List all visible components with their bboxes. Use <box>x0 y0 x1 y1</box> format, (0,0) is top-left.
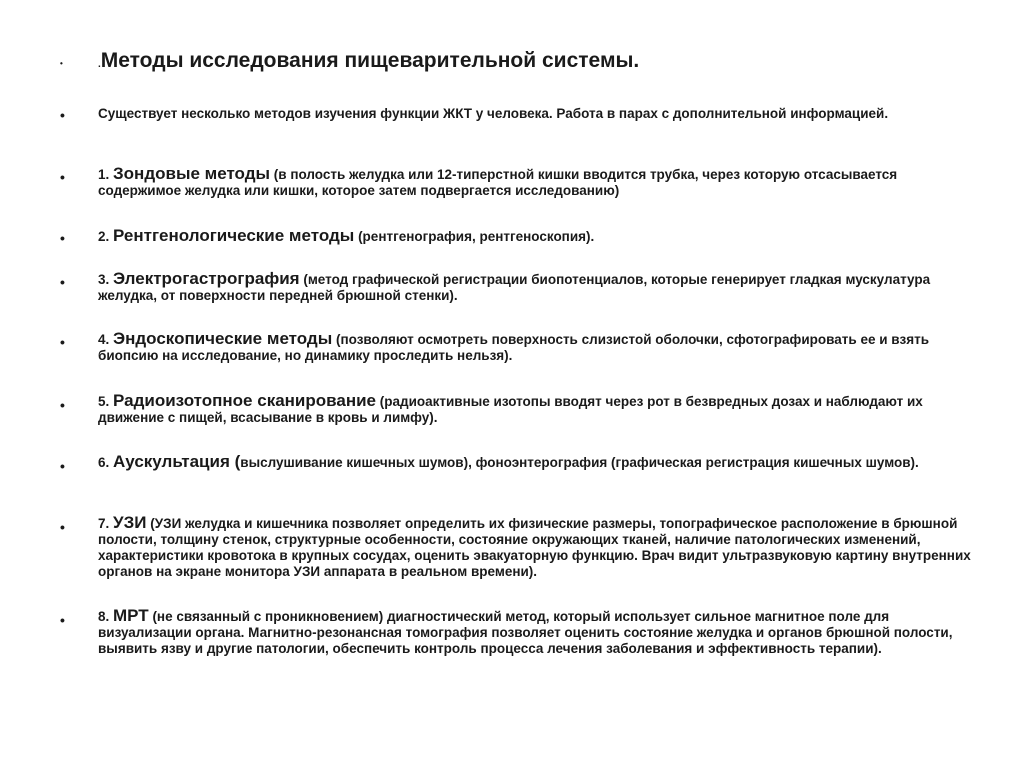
list-item-ultrasound <box>98 515 978 580</box>
item-bullet: • <box>60 169 65 185</box>
item-number: 5. <box>98 394 114 409</box>
item-heading: Электрогастрография <box>113 269 300 288</box>
title-text: Методы исследования пищеварительной системы. <box>100 49 640 72</box>
page-title <box>98 48 639 78</box>
item-number: 1. <box>98 167 114 182</box>
item-number: 2. <box>98 229 114 244</box>
item-bullet: • <box>60 612 65 628</box>
item-body: (рентгенография, рентгеноскопия). <box>354 229 595 244</box>
item-heading: Радиоизотопное сканирование <box>113 391 376 410</box>
item-heading: УЗИ <box>113 513 147 532</box>
item-heading: МРТ <box>113 606 149 625</box>
item-body: (не связанный с проникновением) диагностический метод, который использует сильное магнитное поле для визуализации органа. Магнитно-резонансная томография позволяет оценить состояние желудка и органов брюшной полости, выявить язву и другие патологии, обеспечить контроль процесса лечения заболевания и эффективность терапии). <box>98 609 953 656</box>
list-item-xray-methods <box>98 228 978 245</box>
item-heading: Эндоскопические методы <box>113 329 333 348</box>
list-item-auscultation <box>98 454 978 471</box>
list-item-mri <box>98 608 978 657</box>
intro-paragraph: Существует несколько методов изучения функции ЖКТ у человека. Работа в парах с дополнительной информацией. <box>98 106 889 121</box>
list-item-electrogastrography <box>98 271 978 304</box>
item-heading: Зондовые методы <box>113 164 271 183</box>
item-bullet: • <box>60 274 65 290</box>
item-body: (в полость желудка или 12-типерстной кишки вводится трубка, через которую отсасывается содержимое желудка или кишки, которое затем подвергается исследованию) <box>98 167 898 198</box>
item-heading: Рентгенологические методы <box>113 226 355 245</box>
item-number: 7. <box>98 516 114 531</box>
item-body: (метод графической регистрации биопотенциалов, которые генерирует гладкая мускулатура желудка, от поверхности передней брюшной стенки). <box>98 272 931 303</box>
item-number: 4. <box>98 332 114 347</box>
title-bullet: • <box>60 59 63 68</box>
intro-bullet: • <box>60 107 65 123</box>
list-item-probe-methods <box>98 166 978 199</box>
item-number: 6. <box>98 455 114 470</box>
item-body: (радиоактивные изотопы вводят через рот в безвредных дозах и наблюдают их движение с пищей, всасывание в кровь и лимфу). <box>98 394 923 425</box>
item-bullet: • <box>60 334 65 350</box>
list-item-endoscopy <box>98 331 978 364</box>
item-bullet: • <box>60 397 65 413</box>
item-body: (позволяют осмотреть поверхность слизистой оболочки, сфотографировать ее и взять биопсию на исследование, но динамику проследить нельзя). <box>98 332 930 363</box>
item-bullet: • <box>60 230 65 246</box>
title-prefix: . <box>98 59 101 70</box>
item-body: (УЗИ желудка и кишечника позволяет определить их физические размеры, топографическое расположение в брюшной полости, толщину стенок, структурные особенности, состояние окружающих тканей, наличие патологических изменений, характеристики кровотока в крупных сосудах, оценить эвакуаторную функцию. Врач видит ультразвуковую картину внутренних органов на экране монитора УЗИ аппарата в реальном времени). <box>98 516 971 579</box>
item-number: 3. <box>98 272 114 287</box>
item-body: выслушивание кишечных шумов), фоноэнтерография (графическая регистрация кишечных шумов). <box>240 455 919 470</box>
item-number: 8. <box>98 609 114 624</box>
list-item-radioisotope <box>98 393 978 426</box>
item-bullet: • <box>60 519 65 535</box>
item-heading: Аускультация ( <box>113 452 241 471</box>
item-bullet: • <box>60 458 65 474</box>
